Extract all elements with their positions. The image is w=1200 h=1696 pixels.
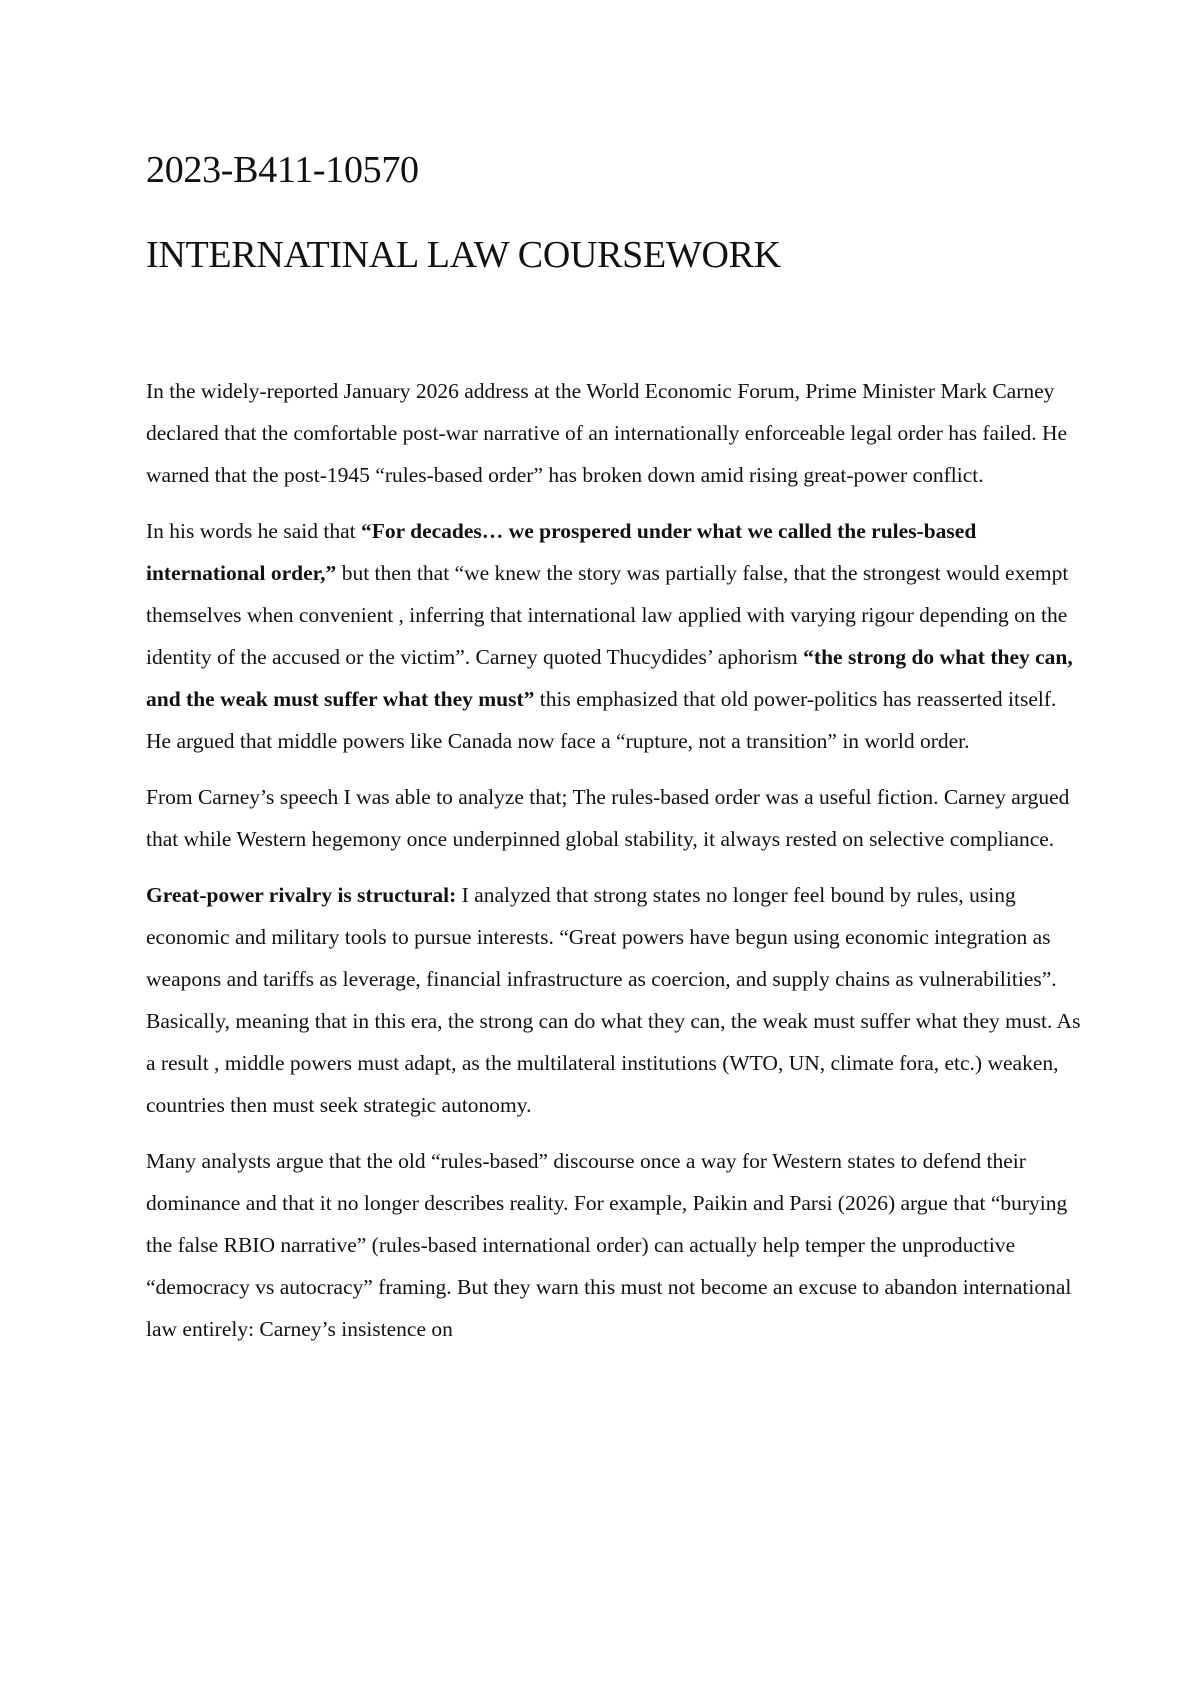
coursework-title: INTERNATINAL LAW COURSEWORK (146, 234, 781, 276)
paragraph-1-text: In the widely-reported January 2026 address at the World Economic Forum, Prime Minister Mark Carney declared that the comfortable post-war narrative of an internationally enforceable legal order has failed. He warned that the post-1945 “rules-based order” has broken down amid rising great-power conflict. (146, 379, 1068, 487)
paragraph-2-end: this emphasized that old power-politics has reasserted itself. He argued that middle powers like Canada now face a “rupture, not a transition” in world order. (146, 687, 1057, 753)
paragraph-2 (146, 510, 1086, 762)
document-body (146, 370, 1086, 1364)
paragraph-2-lead: In his words he said that (146, 519, 361, 543)
paragraph-5-text: Many analysts argue that the old “rules-based” discourse once a way for Western states to defend their dominance and that it no longer describes reality. For example, Paikin and Parsi (2026) argue that “burying the false RBIO narrative” (rules-based international order) can actually help temper the unproductive “democracy vs autocracy” framing. But they warn this must not become an excuse to abandon international law entirely: Carney’s insistence on (146, 1149, 1072, 1341)
rivalry-subheading-bold: Great-power rivalry is structural: (146, 883, 457, 907)
paragraph-3-text: From Carney’s speech I was able to analyze that; The rules-based order was a useful fiction. Carney argued that while Western hegemony once underpinned global stability, it always rested on selective compliance. (146, 785, 1070, 851)
student-id-heading: 2023-B411-10570 (146, 149, 419, 191)
paragraph-2-middle: but then that “we knew the story was partially false, that the strongest would exempt themselves when convenient , inferring that international law applied with varying rigour depending on the identity of the accused or the victim”. Carney quoted Thucydides’ aphorism (146, 561, 1069, 669)
paragraph-4 (146, 874, 1086, 1126)
paragraph-5 (146, 1140, 1086, 1350)
carney-quote-bold: “For decades… we prospered under what we called the rules-based international order,” (146, 519, 977, 585)
paragraph-4-text: I analyzed that strong states no longer feel bound by rules, using economic and military tools to pursue interests. “Great powers have begun using economic integration as weapons and tariffs as leverage, financial infrastructure as coercion, and supply chains as vulnerabilities”. Basically, meaning that in this era, the strong can do what they can, the weak must suffer what they must. As a result , middle powers must adapt, as the multilateral institutions (WTO, UN, climate fora, etc.) weaken, countries then must seek strategic autonomy. (146, 883, 1081, 1117)
paragraph-1 (146, 370, 1086, 496)
thucydides-quote-bold: “the strong do what they can, and the weak must suffer what they must” (146, 645, 1073, 711)
paragraph-3 (146, 776, 1086, 860)
